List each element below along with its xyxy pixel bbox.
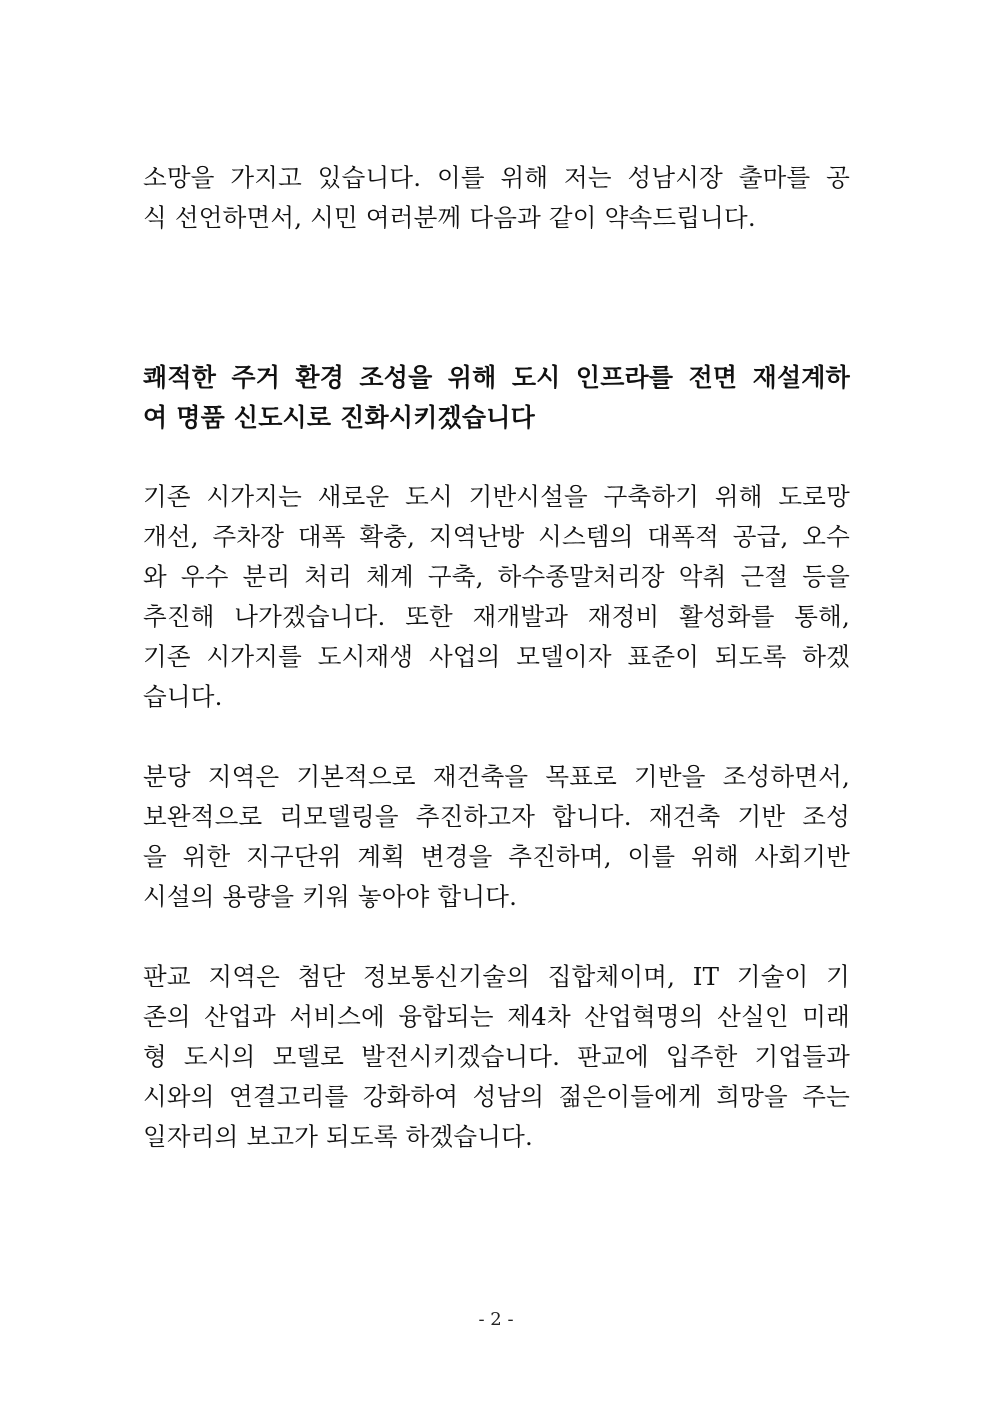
paragraph-bundang xyxy=(143,757,850,917)
intro-line: 식 선언하면서, 시민 여러분께 다음과 같이 약속드립니다. xyxy=(143,203,756,232)
paragraph-line: 존의 산업과 서비스에 융합되는 제4차 산업혁명의 산실인 미래 xyxy=(143,1002,850,1031)
paragraph-line: 기존 시가지는 새로운 도시 기반시설을 구축하기 위해 도로망 xyxy=(143,482,850,511)
paragraph-line: 판교 지역은 첨단 정보통신기술의 집합체이며, IT 기술이 기 xyxy=(143,962,850,991)
paragraph-line: 기존 시가지를 도시재생 사업의 모델이자 표준이 되도록 하겠 xyxy=(143,642,850,671)
paragraph-line: 분당 지역은 기본적으로 재건축을 목표로 기반을 조성하면서, xyxy=(143,762,850,791)
paragraph-line: 을 위한 지구단위 계획 변경을 추진하며, 이를 위해 사회기반 xyxy=(143,842,850,871)
paragraph-line: 습니다. xyxy=(143,682,223,711)
intro-paragraph xyxy=(143,158,850,238)
intro-line: 소망을 가지고 있습니다. 이를 위해 저는 성남시장 출마를 공 xyxy=(143,163,850,192)
heading-line: 쾌적한 주거 환경 조성을 위해 도시 인프라를 전면 재설계하 xyxy=(143,363,850,392)
page-number: - 2 - xyxy=(478,1309,514,1330)
paragraph-line: 와 우수 분리 처리 체계 구축, 하수종말처리장 악취 근절 등을 xyxy=(143,562,850,591)
paragraph-pangyo xyxy=(143,957,850,1157)
paragraph-line: 개선, 주차장 대폭 확충, 지역난방 시스템의 대폭적 공급, 오수 xyxy=(143,522,850,551)
paragraph-line: 시와의 연결고리를 강화하여 성남의 젊은이들에게 희망을 주는 xyxy=(143,1082,850,1111)
paragraph-line: 추진해 나가겠습니다. 또한 재개발과 재정비 활성화를 통해, xyxy=(143,602,850,631)
paragraph-line: 보완적으로 리모델링을 추진하고자 합니다. 재건축 기반 조성 xyxy=(143,802,850,831)
paragraph-line: 일자리의 보고가 되도록 하겠습니다. xyxy=(143,1122,533,1151)
section-heading xyxy=(143,358,850,438)
paragraph-line: 시설의 용량을 키워 놓아야 합니다. xyxy=(143,882,518,911)
heading-line: 여 명품 신도시로 진화시키겠습니다 xyxy=(143,403,535,432)
paragraph-existing-city xyxy=(143,477,850,717)
paragraph-line: 형 도시의 모델로 발전시키겠습니다. 판교에 입주한 기업들과 xyxy=(143,1042,850,1071)
